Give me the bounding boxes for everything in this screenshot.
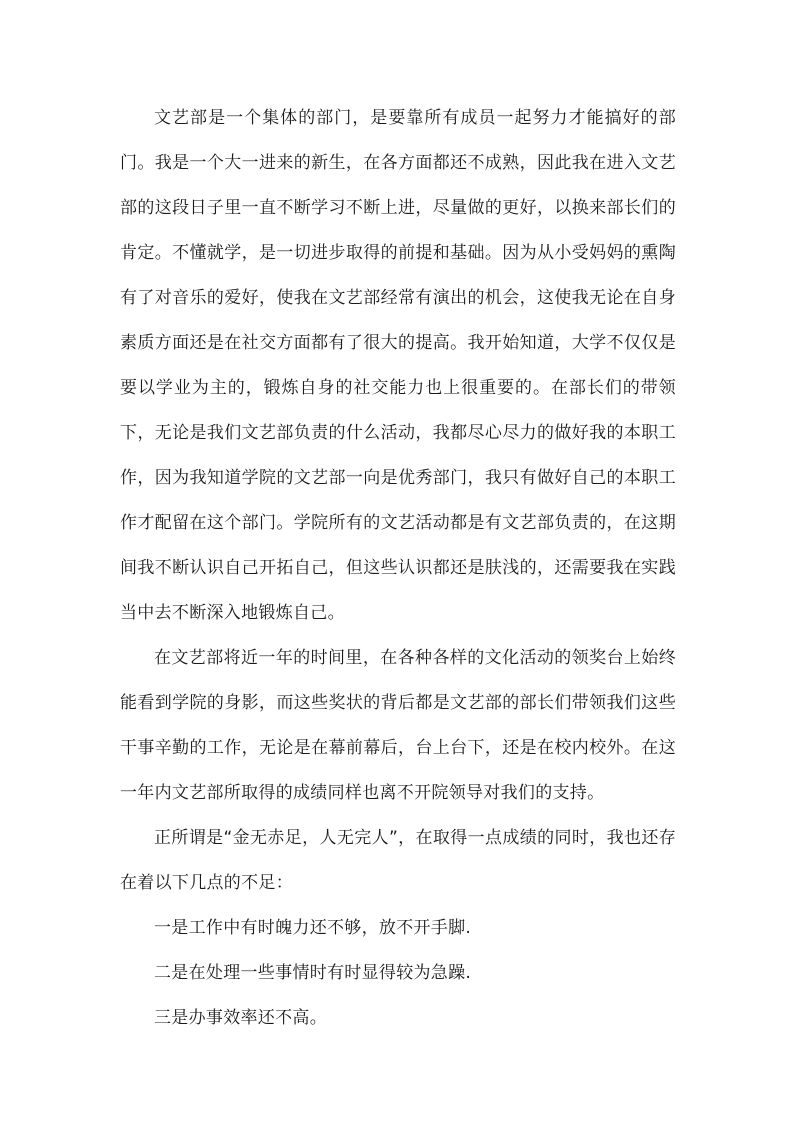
- paragraph-3: 正所谓是“金无赤足，人无完人”，在取得一点成绩的同时，我也还存在着以下几点的不足：: [120, 828, 676, 893]
- paragraph-1: 文艺部是一个集体的部门，是要靠所有成员一起努力才能搞好的部门。我是一个大一进来的新生，在各方面都还不成熟，因此我在进入文艺部的这段日子里一直不断学习不断上进，尽量做的更好，以换来部长们的肯定。不懂就学，是一切进步取得的前提和基础。因为从小受妈妈的熏陶有了对音乐的爱好，使我在文艺部经常有演出的机会，这使我无论在自身素质方面还是在社交方面都有了很大的提高。我开始知道，大学不仅仅是要以学业为主的，锻炼自身的社交能力也上很重要的。在部长们的带领下，无论是我们文艺部负责的什么活动，我都尽心尽力的做好我的本职工作，因为我知道学院的文艺部一向是优秀部门，我只有做好自己的本职工作才配留在这个部门。学院所有的文艺活动都是有文艺部负责的，在这期间我不断认识自己开拓自己，但这些认识都还是肤浅的，还需要我在实践当中去不断深入地锻炼自己。: [120, 108, 676, 623]
- paragraph-5: 二是在处理一些事情时有时显得较为急躁.: [154, 963, 472, 983]
- paragraph-2: 在文艺部将近一年的时间里，在各种各样的文化活动的领奖台上始终能看到学院的身影，而这些奖状的背后都是文艺部的部长们带领我们这些干事辛勤的工作，无论是在幕前幕后，台上台下，还是在校内校外。在这一年内文艺部所取得的成绩同样也离不开院领导对我们的支持。: [120, 648, 676, 803]
- paragraph-6: 三是办事效率还不高。: [154, 1008, 327, 1028]
- document-body: [120, 96, 676, 1041]
- paragraph-4: 一是工作中有时魄力还不够，放不开手脚.: [154, 918, 472, 938]
